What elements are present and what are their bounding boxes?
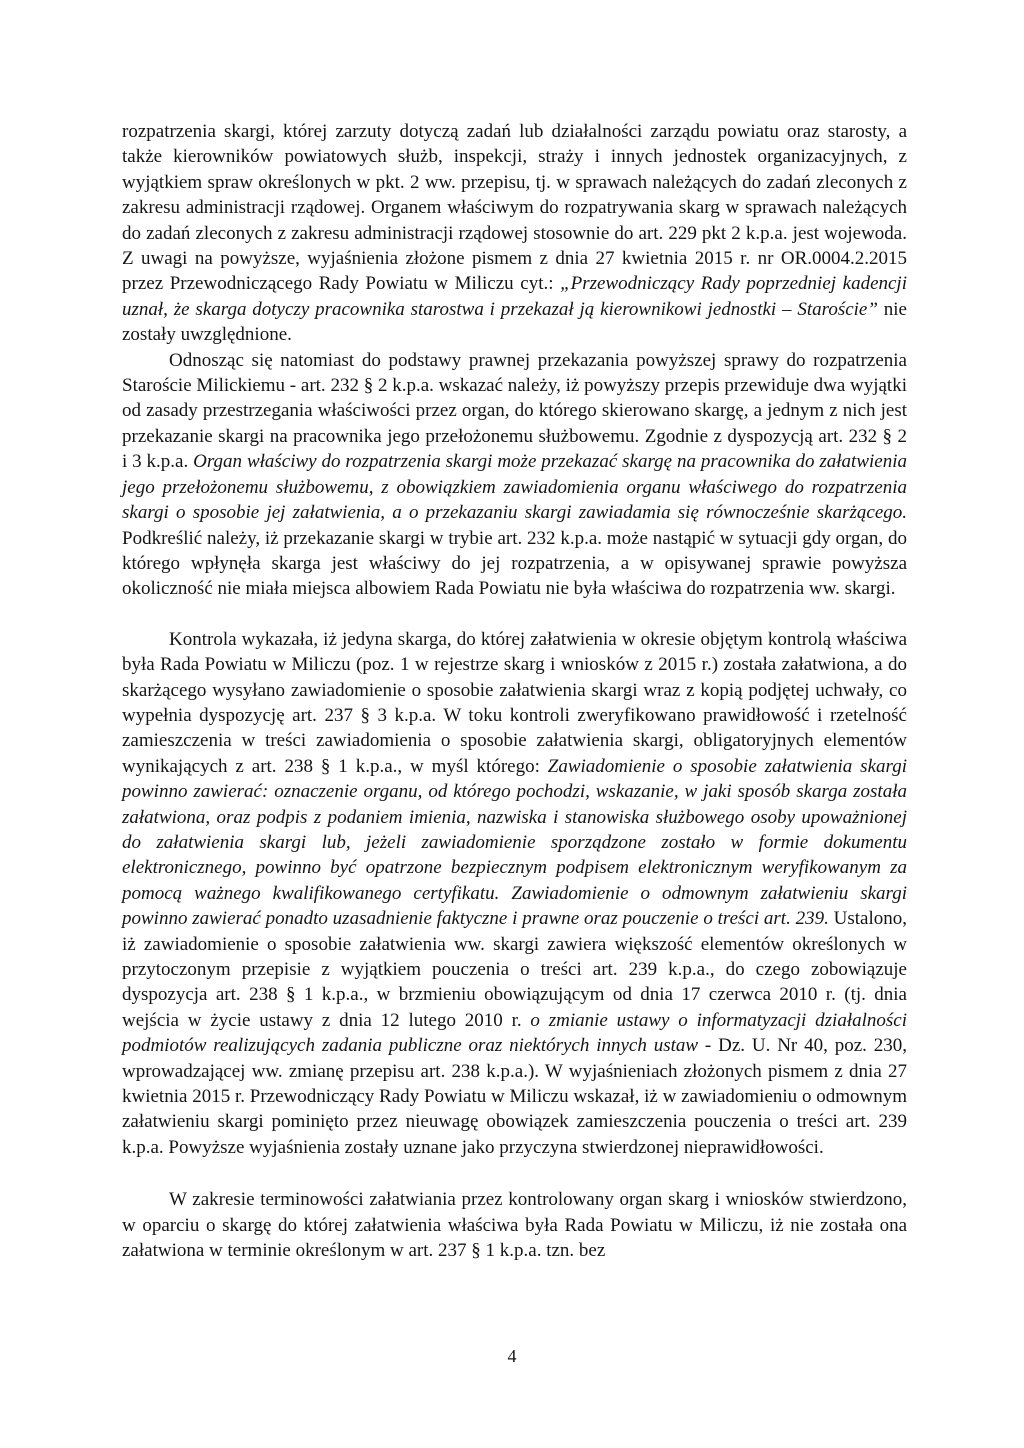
paragraph-text: nie zostały uwzględnione.: [122, 298, 907, 346]
act-title: o zmianie ustawy o informatyzacji działalności podmiotów realizujących zadania publiczne oraz niektórych innych ustaw: [122, 1009, 907, 1057]
paragraph-text: rozpatrzenia skargi, której zarzuty dotyczą zadań lub działalności zarządu powiatu oraz starosty, a także kierowników powiatowych służb, inspekcji, straży i innych jednostek organizacyjnych, z wyjątkiem spraw określonych w pkt. 2 ww. przepisu, tj. w sprawach należących do zadań zleconych z zakresu administracji rządowej. Organem właściwym do rozpatrywania skarg w sprawach należących do zadań zleconych z zakresu administracji rządowej stosownie do art. 229 pkt 2 k.p.a. jest wojewoda. Z uwagi na powyższe, wyjaśnienia złożone pismem z dnia 27 kwietnia 2015 r. nr OR.0004.2.2015 przez Przewodniczącego Rady Powiatu w Miliczu cyt.:: [122, 121, 907, 295]
paragraph-complaint-jurisdiction: [122, 119, 907, 348]
paragraph-timeliness: [122, 1187, 907, 1263]
paragraph-text: W zakresie terminowości załatwiania przez kontrolowany organ skarg i wniosków stwierdzono, w oparciu o skargę do której załatwienia właściwa była Rada Powiatu w Miliczu, iż nie została ona załatwiona w terminie określonym w art. 237 § 1 k.p.a. tzn. bez: [122, 1189, 907, 1262]
paragraph-text: Ustalono, iż zawiadomienie o sposobie załatwienia ww. skargi zawiera większość elementów określonych w przytoczonym przepisie z wyjątkiem pouczenia o treści art. 239 k.p.a., do czego zobowiązuje dyspozycja art. 238 § 1 k.p.a., w brzmieniu obowiązującym od dnia 17 czerwca 2010 r. (tj. dnia wejścia w życie ustawy z dnia 12 lutego 2010 r.: [122, 908, 907, 1031]
paragraph-legal-basis: [122, 348, 907, 602]
document-body: [122, 119, 907, 1263]
paragraph-inspection-findings: [122, 627, 907, 1161]
quoted-regulation: Zawiadomienie o sposobie załatwienia skargi powinno zawierać: oznaczenie organu, od którego pochodzi, wskazanie, w jaki sposób skarga została załatwiona, oraz podpis z podaniem imienia, nazwiska i stanowiska służbowego osoby upoważnionej do załatwienia skargi lub, jeżeli zawiadomienie sporządzone zostało w formie dokumentu elektronicznego, powinno być opatrzone bezpiecznym podpisem elektronicznym weryfikowanym za pomocą ważnego kwalifikowanego certyfikatu. Zawiadomienie o odmownym załatwieniu skargi powinno zawierać ponadto uzasadnienie faktyczne i prawne oraz pouczenie o treści art. 239.: [122, 755, 907, 930]
paragraph-text: Odnosząc się natomiast do podstawy prawnej przekazania powyższej sprawy do rozpatrzenia Staroście Milickiemu - art. 232 § 2 k.p.a. wskazać należy, iż powyższy przepis przewiduje dwa wyjątki od zasady przestrzegania właściwości przez organ, do którego skierowano skargę, a jednym z nich jest przekazanie skargi na pracownika jego przełożonemu służbowemu. Zgodnie z dyspozycją art. 232 § 2 i 3 k.p.a.: [122, 349, 907, 473]
paragraph-text: Kontrola wykazała, iż jedyna skarga, do której załatwienia w okresie objętym kontrolą właściwa była Rada Powiatu w Miliczu (poz. 1 w rejestrze skarg i wniosków z 2015 r.) została załatwiona, a do skarżącego wysyłano zawiadomienie o sposobie załatwienia skargi wraz z kopią podjętej uchwały, co wypełnia dyspozycję art. 237 § 3 k.p.a. W toku kontroli zweryfikowano prawidłowość i rzetelność zamieszczenia w treści zawiadomienia o sposobie załatwienia skargi, obligatoryjnych elementów wynikających z art. 238 § 1 k.p.a., w myśl którego:: [122, 628, 907, 777]
quoted-explanation: „Przewodniczący Rady poprzedniej kadencji uznał, że skarga dotyczy pracownika starostwa i przekazał ją kierownikowi jednostki – Staroście”: [122, 273, 907, 320]
quoted-regulation: Organ właściwy do rozpatrzenia skargi może przekazać skargę na pracownika do załatwienia jego przełożonemu służbowemu, z obowiązkiem zawiadomienia organu właściwego do rozpatrzenia skargi o sposobie jej załatwienia, a o przekazaniu skargi zawiadamia się równocześnie skarżącego.: [122, 451, 907, 524]
page-number: 4: [507, 1346, 517, 1366]
paragraph-text: - Dz. U. Nr 40, poz. 230, wprowadzającej ww. zmianę przepisu art. 238 k.p.a.). W wyjaśnieniach złożonych pismem z dnia 27 kwietnia 2015 r. Przewodniczący Rady Powiatu w Miliczu wskazał, iż w zawiadomieniu o odmownym załatwieniu skargi pominięto przez nieuwagę obowiązek zamieszczenia pouczenia o treści art. 239 k.p.a. Powyższe wyjaśnienia zostały uznane jako przyczyna stwierdzonej nieprawidłowości.: [122, 1035, 907, 1158]
paragraph-text: Podkreślić należy, iż przekazanie skargi w trybie art. 232 k.p.a. może nastąpić w sytuacji gdy organ, do którego wpłynęła skarga jest właściwy do jej rozpatrzenia, a w opisywanej sprawie powyższa okoliczność nie miała miejsca albowiem Rada Powiatu nie była właściwa do rozpatrzenia ww. skargi.: [122, 527, 907, 600]
